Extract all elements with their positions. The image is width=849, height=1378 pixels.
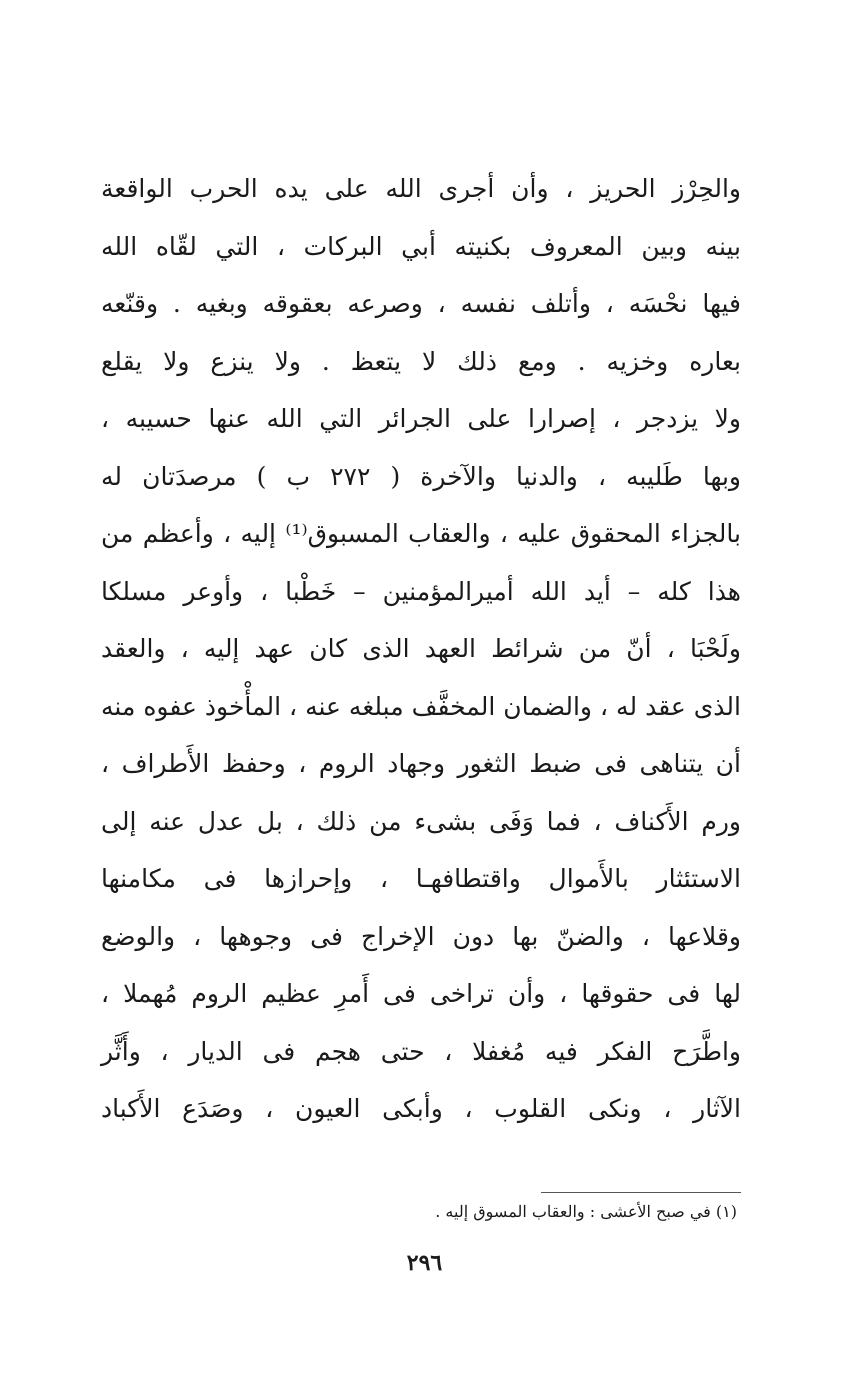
text-line: الآثار ، ونكى القلوب ، وأبكى العيون ، وصَدَع الأَكباد xyxy=(101,1094,741,1123)
footnote-divider xyxy=(541,1192,741,1193)
body-text xyxy=(101,160,741,1138)
text-line: ولَحْبَا ، أنّ من شرائط العهد الذى كان عهد إليه ، والعقد xyxy=(101,634,741,663)
text-line: الاستئثار بالأَموال واقتطافهـا ، وإحرازها فى مكامنها xyxy=(101,864,741,893)
text-line: ورم الأَكناف ، فما وَفَى بشىء من ذلك ، بل عدل عنه إلى xyxy=(101,806,741,836)
text-line: بعاره وخزيه . ومع ذلك لا يتعظ . ولا ينزع ولا يقلع xyxy=(101,346,741,376)
text-line: فيها نحْسَه ، وأتلف نفسه ، وصرعه بعقوقه وبغيه . وقنّعه xyxy=(101,289,741,318)
text-line: والحِرْز الحريز ، وأن أجرى الله على يده الحرب الواقعة xyxy=(101,174,741,203)
text-line: الذى عقد له ، والضمان المخفَّف مبلغه عنه ، المأْخوذ عفوه منه xyxy=(101,691,741,721)
text-line: هذا كله – أيد الله أميرالمؤمنين – خَطْبا ، وأوعر مسلكا xyxy=(101,576,741,606)
text-line: بالجزاء المحقوق عليه ، والعقاب المسبوق⁽¹⁾ إليه ، وأعظم من xyxy=(101,519,741,548)
text-line: وقلاعها ، والضنّ بها دون الإخراج فى وجوهها ، والوضع xyxy=(101,921,741,951)
text-line: أن يتناهى فى ضبط الثغور وجهاد الروم ، وحفظ الأَطراف ، xyxy=(101,749,741,778)
text-line: ولا يزدجر ، إصرارا على الجرائر التي الله عنها حسيبه ، xyxy=(101,404,741,433)
page-number: ٢٩٦ xyxy=(406,1250,443,1276)
text-line: واطَّرَح الفكر فيه مُغفلا ، حتى هجم فى الديار ، وأَثَّر xyxy=(101,1036,741,1066)
text-line: بينه وبين المعروف بكنيته أبي البركات ، التي لقّاه الله xyxy=(101,231,741,261)
text-line: لها فى حقوقها ، وأن تراخى فى أَمرِ عظيم الروم مُهملا ، xyxy=(101,979,741,1008)
footnote: (١) في صبح الأعشى : والعقاب المسوق إليه . xyxy=(435,1202,737,1221)
text-line: وبها طَليبه ، والدنيا والآخرة ( ٢٧٢ ب ) مرصدَتان له xyxy=(101,461,741,491)
